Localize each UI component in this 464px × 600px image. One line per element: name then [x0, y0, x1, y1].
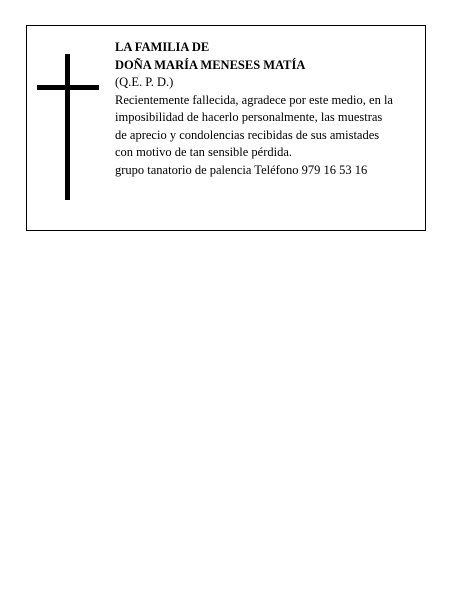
body-line-2: imposibilidad de hacerlo personalmente, las muestras [115, 110, 383, 124]
latin-cross-icon [37, 54, 99, 200]
cross-vertical-bar [65, 54, 70, 200]
family-heading: LA FAMILIA DE [115, 40, 210, 54]
notice-text [115, 39, 423, 179]
body-line-4: con motivo de tan sensible pérdida. [115, 145, 293, 159]
cross-horizontal-bar [37, 85, 99, 90]
body-line-1: Recientemente fallecida, agradece por este medio, en la [115, 92, 393, 107]
rip-abbreviation: (Q.E. P. D.) [115, 75, 174, 89]
funeral-home-contact: grupo tanatorio de palencia Teléfono 979 16 53 16 [115, 162, 368, 177]
body-line-3: de aprecio y condolencias recibidas de sus amistades [115, 127, 380, 142]
deceased-name: DOÑA MARÍA MENESES MATÍA [115, 57, 306, 72]
obituary-notice [26, 25, 426, 231]
